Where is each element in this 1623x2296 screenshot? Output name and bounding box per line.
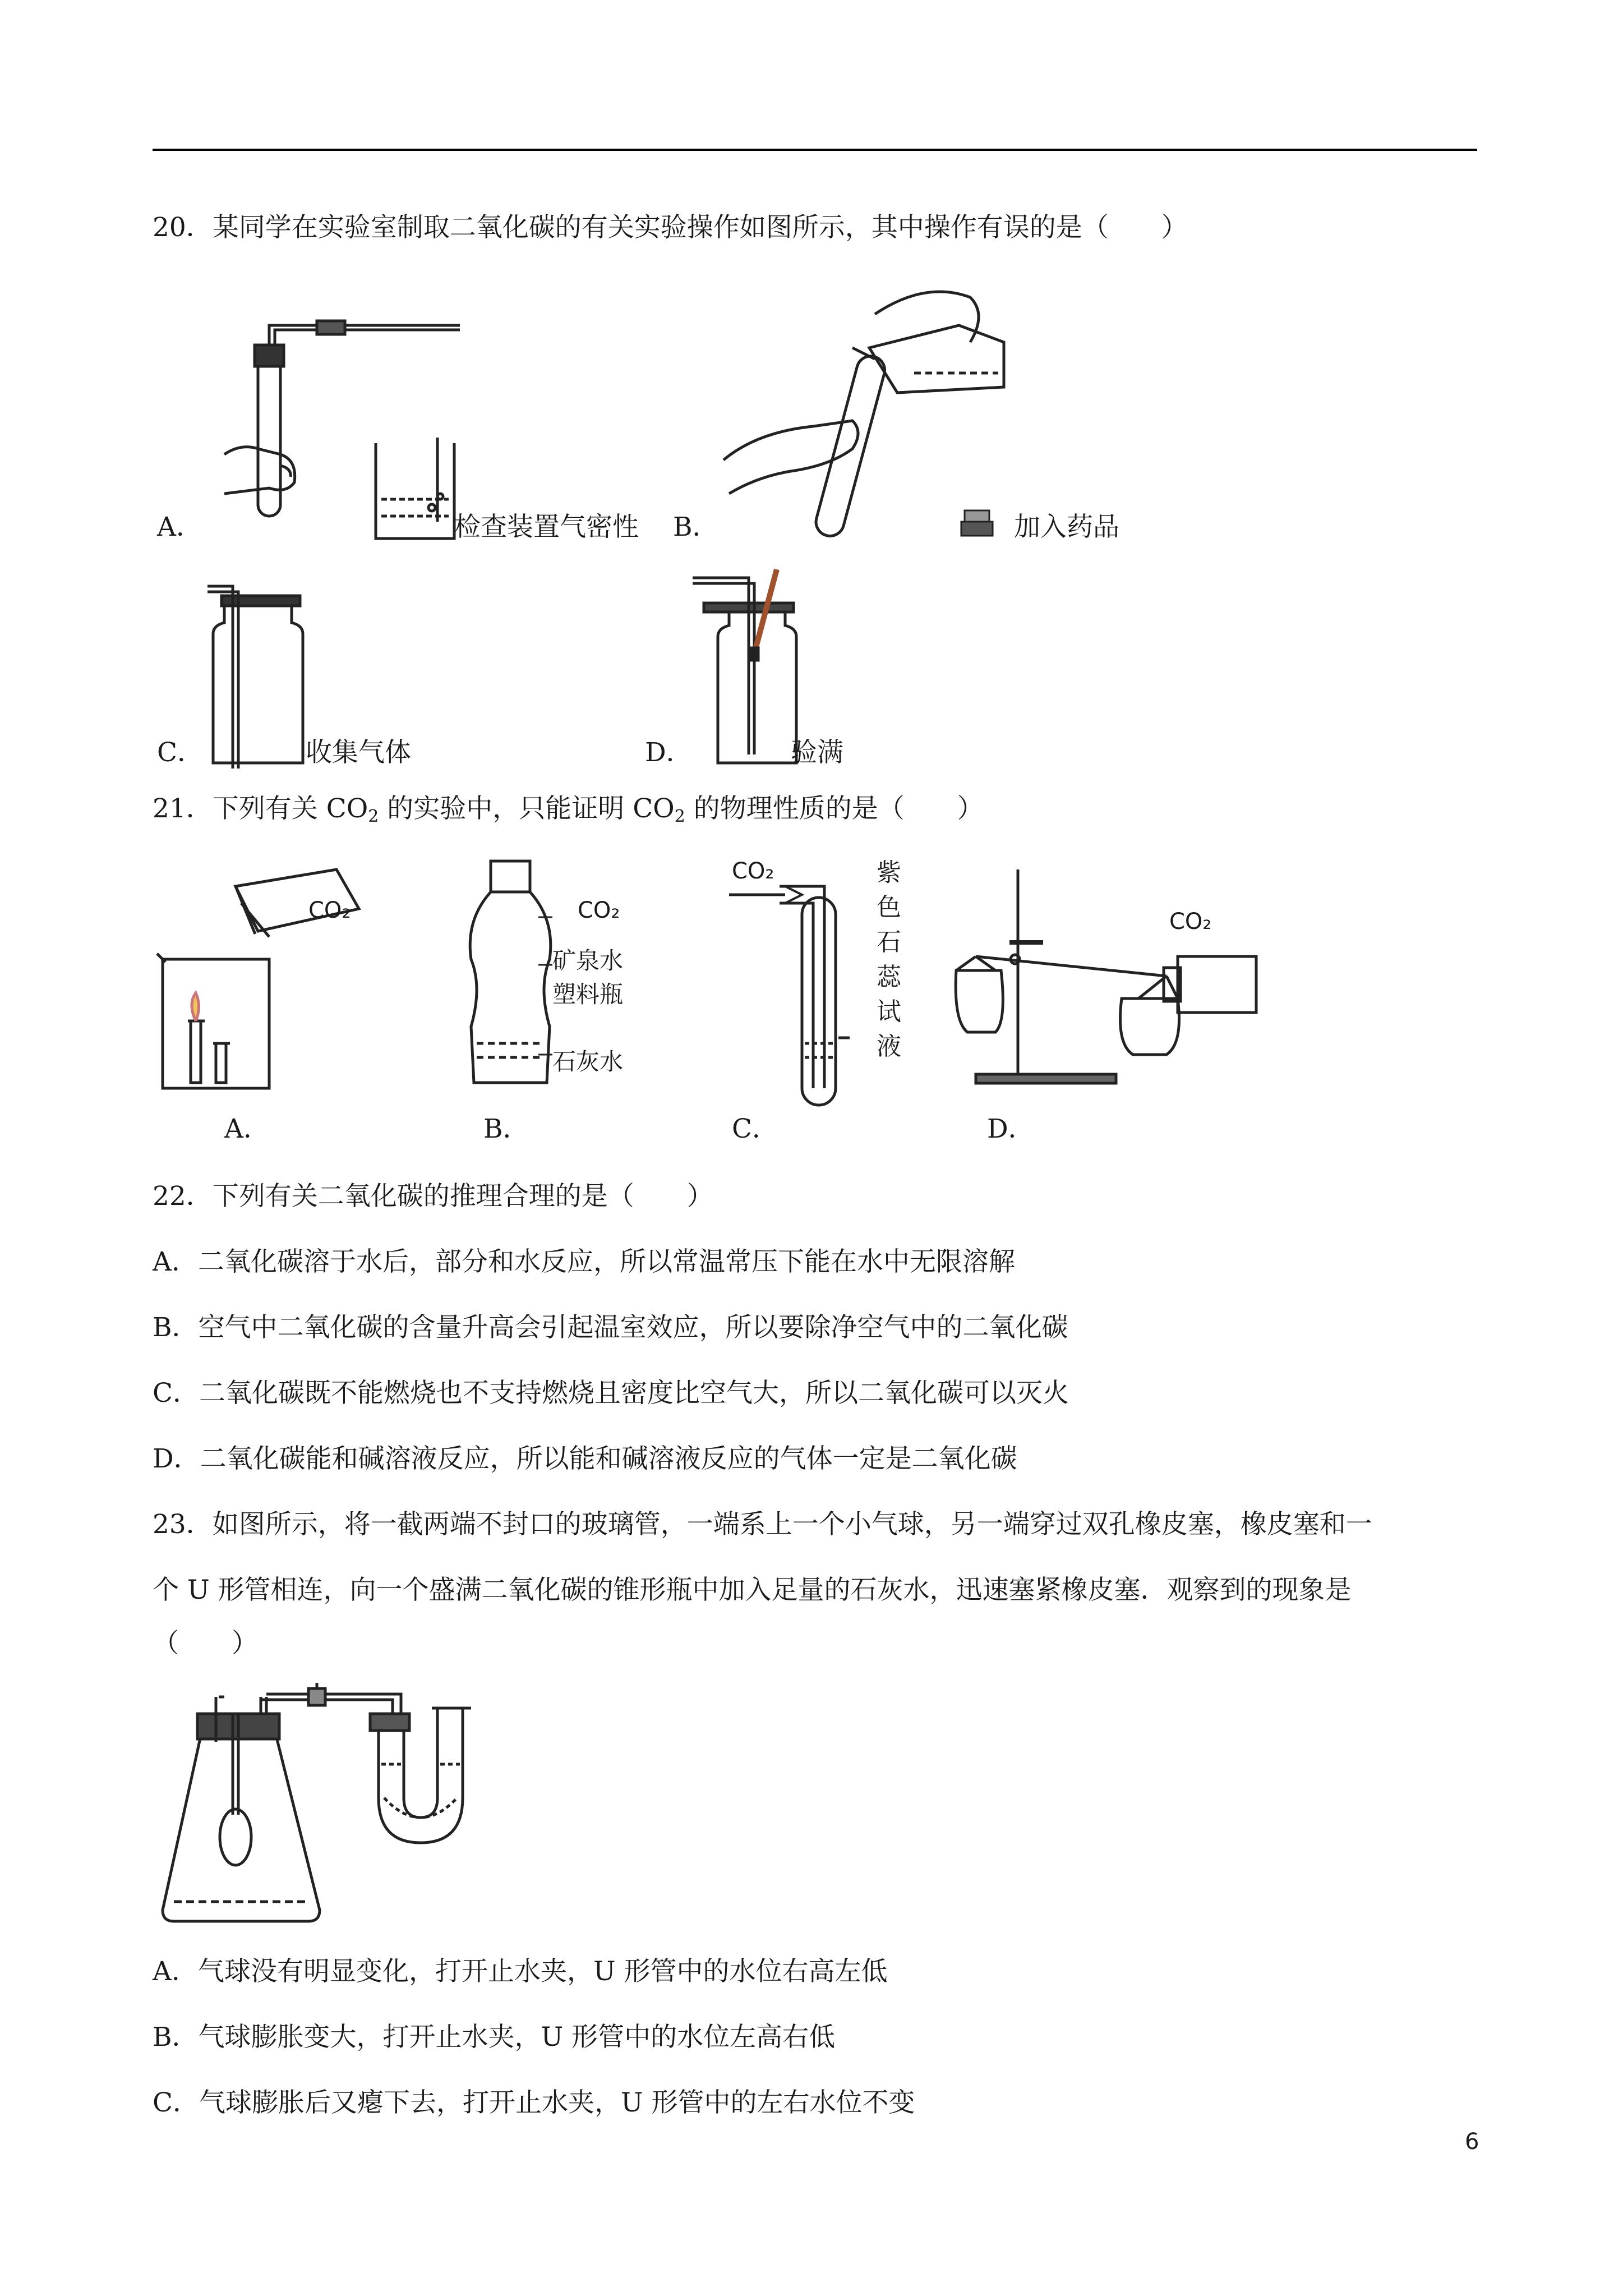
q20-option-b-letter: B． — [673, 512, 719, 542]
q21-option-a: A． — [224, 1114, 270, 1144]
header-rule — [153, 149, 1477, 151]
q21-c-co2-label: CO₂ — [732, 858, 774, 884]
q21-stem: 21．下列有关 $CO_2$ 的实验中，只能证明 $CO_2$ 的物理性质的是（ ） — [153, 793, 984, 826]
q23-option-a: A．气球没有明显变化，打开止水夹，U 形管中的水位右高左低 — [153, 1956, 888, 1987]
q21-option-b: B． — [483, 1114, 529, 1144]
q21-figure-d — [953, 869, 1267, 1088]
q21-c-litmus-label: 紫 色 石 蕊 试 液 — [877, 858, 901, 1061]
q20-figure-d — [693, 569, 805, 771]
q21-figure-a — [157, 864, 437, 1099]
q21-option-c: C． — [732, 1114, 778, 1144]
q23-option-c: C．气球膨胀后又瘪下去，打开止水夹，U 形管中的左右水位不变 — [153, 2087, 915, 2118]
q20-option-b-caption: 加入药品 — [1014, 512, 1119, 542]
q22-option-b: B．空气中二氧化碳的含量升高会引起温室效应，所以要除净空气中的二氧化碳 — [153, 1312, 1068, 1343]
q21-b-bottle-label: 矿泉水 — [552, 947, 624, 974]
q20-stem: 20．某同学在实验室制取二氧化碳的有关实验操作如图所示，其中操作有误的是（ ） — [153, 212, 1188, 243]
q23-stem-line-3: （ ） — [153, 1628, 258, 1659]
q20-figure-b — [723, 280, 1026, 544]
q21-b-bottle-label-2: 塑料瓶 — [552, 981, 624, 1008]
q20-figure-a-beaker — [370, 438, 460, 544]
q21-a-co2-label: CO₂ — [308, 898, 351, 923]
q22-stem: 22．下列有关二氧化碳的推理合理的是（ ） — [153, 1181, 713, 1212]
q23-stem-line-2: 个 U 形管相连，向一个盛满二氧化碳的锥形瓶中加入足量的石灰水，迅速塞紧橡皮塞．观察到的现象是 — [153, 1575, 1352, 1605]
q20-option-c-letter: C． — [157, 737, 204, 768]
q21-b-leader-lines — [538, 909, 561, 1066]
q21-b-limewater-label: 石灰水 — [552, 1048, 624, 1075]
q21-d-co2-label: CO₂ — [1169, 909, 1212, 935]
q20-option-d-caption: 验满 — [791, 737, 843, 768]
page-number: 6 — [1465, 2129, 1479, 2155]
q22-option-d: D．二氧化碳能和碱溶液反应，所以能和碱溶液反应的气体一定是二氧化碳 — [153, 1443, 1017, 1474]
q23-figure — [157, 1674, 505, 1927]
q20-figure-c — [208, 583, 308, 774]
q22-option-c: C．二氧化碳既不能燃烧也不支持燃烧且密度比空气大，所以二氧化碳可以灭火 — [153, 1378, 1069, 1409]
q21-option-d: D． — [987, 1114, 1035, 1144]
q20-option-d-letter: D． — [645, 737, 693, 768]
q20-option-a-caption: 检查装置气密性 — [454, 512, 639, 542]
q23-option-b: B．气球膨胀变大，打开止水夹，U 形管中的水位左高右低 — [153, 2022, 836, 2053]
q20-figure-b-stopper — [960, 508, 994, 541]
q20-option-a-letter: A． — [157, 512, 202, 542]
q21-b-co2-label: CO₂ — [578, 898, 620, 923]
q23-stem-line-1: 23．如图所示，将一截两端不封口的玻璃管，一端系上一个小气球，另一端穿过双孔橡皮塞，橡皮塞和一 — [153, 1509, 1372, 1540]
q20-option-c-caption: 收集气体 — [306, 737, 411, 768]
q22-option-a: A．二氧化碳溶于水后，部分和水反应，所以常温常压下能在水中无限溶解 — [153, 1246, 1015, 1277]
q21-figure-c — [729, 864, 875, 1111]
